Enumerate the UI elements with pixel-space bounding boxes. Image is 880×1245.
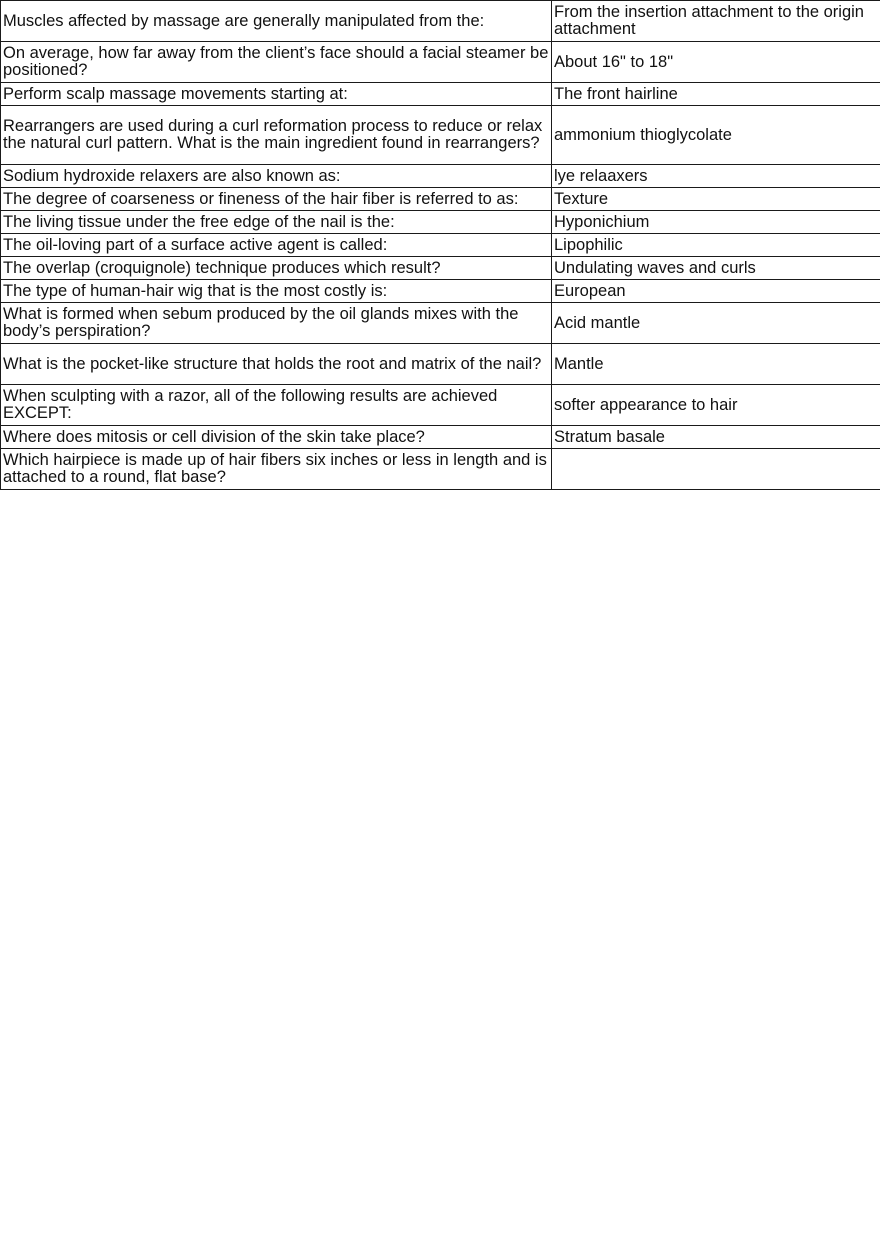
question-cell[interactable]: What is the pocket-like structure that holds the root and matrix of the nail? [1,344,552,385]
question-cell[interactable]: Where does mitosis or cell division of the skin take place? [1,426,552,449]
question-cell[interactable]: Perform scalp massage movements starting at: [1,83,552,106]
answer-cell[interactable]: ammonium thioglycolate [552,106,880,165]
answer-cell[interactable]: Texture [552,188,880,211]
table-row [1,83,880,106]
answer-cell[interactable]: softer appearance to hair [552,385,880,426]
question-cell[interactable]: Sodium hydroxide relaxers are also known as: [1,165,552,188]
table-row [1,106,880,165]
answer-cell[interactable]: lye relaaxers [552,165,880,188]
answer-cell[interactable]: European [552,280,880,303]
question-cell[interactable]: On average, how far away from the client’s face should a facial steamer be positioned? [1,42,552,83]
question-cell[interactable]: Rearrangers are used during a curl reformation process to reduce or relax the natural curl pattern. What is the main ingredient found in rearrangers? [1,106,552,165]
qa-table [0,0,880,490]
answer-cell[interactable]: From the insertion attachment to the origin attachment [552,1,880,42]
question-cell[interactable]: The oil-loving part of a surface active agent is called: [1,234,552,257]
table-row [1,344,880,385]
table-row [1,1,880,42]
question-cell[interactable]: The degree of coarseness or fineness of the hair fiber is referred to as: [1,188,552,211]
question-cell[interactable]: Muscles affected by massage are generally manipulated from the: [1,1,552,42]
question-cell[interactable]: When sculpting with a razor, all of the following results are achieved EXCEPT: [1,385,552,426]
answer-cell[interactable]: About 16" to 18" [552,42,880,83]
table-row [1,188,880,211]
answer-cell[interactable]: Acid mantle [552,303,880,344]
table-row [1,449,880,490]
table-row [1,280,880,303]
qa-table-body [1,1,880,490]
question-cell[interactable]: The type of human-hair wig that is the most costly is: [1,280,552,303]
answer-cell[interactable]: Lipophilic [552,234,880,257]
answer-cell[interactable]: Hyponichium [552,211,880,234]
answer-cell[interactable]: Stratum basale [552,426,880,449]
table-row [1,211,880,234]
table-row [1,234,880,257]
table-row [1,385,880,426]
table-row [1,165,880,188]
table-row [1,42,880,83]
spreadsheet-sheet [0,0,880,490]
answer-cell[interactable]: Undulating waves and curls [552,257,880,280]
question-cell[interactable]: The living tissue under the free edge of the nail is the: [1,211,552,234]
question-cell[interactable]: The overlap (croquignole) technique produces which result? [1,257,552,280]
answer-cell[interactable]: The front hairline [552,83,880,106]
answer-cell[interactable] [552,449,880,490]
question-cell[interactable]: What is formed when sebum produced by the oil glands mixes with the body’s perspiration? [1,303,552,344]
table-row [1,303,880,344]
table-row [1,426,880,449]
table-row [1,257,880,280]
question-cell[interactable]: Which hairpiece is made up of hair fibers six inches or less in length and is attached to a round, flat base? [1,449,552,490]
answer-cell[interactable]: Mantle [552,344,880,385]
